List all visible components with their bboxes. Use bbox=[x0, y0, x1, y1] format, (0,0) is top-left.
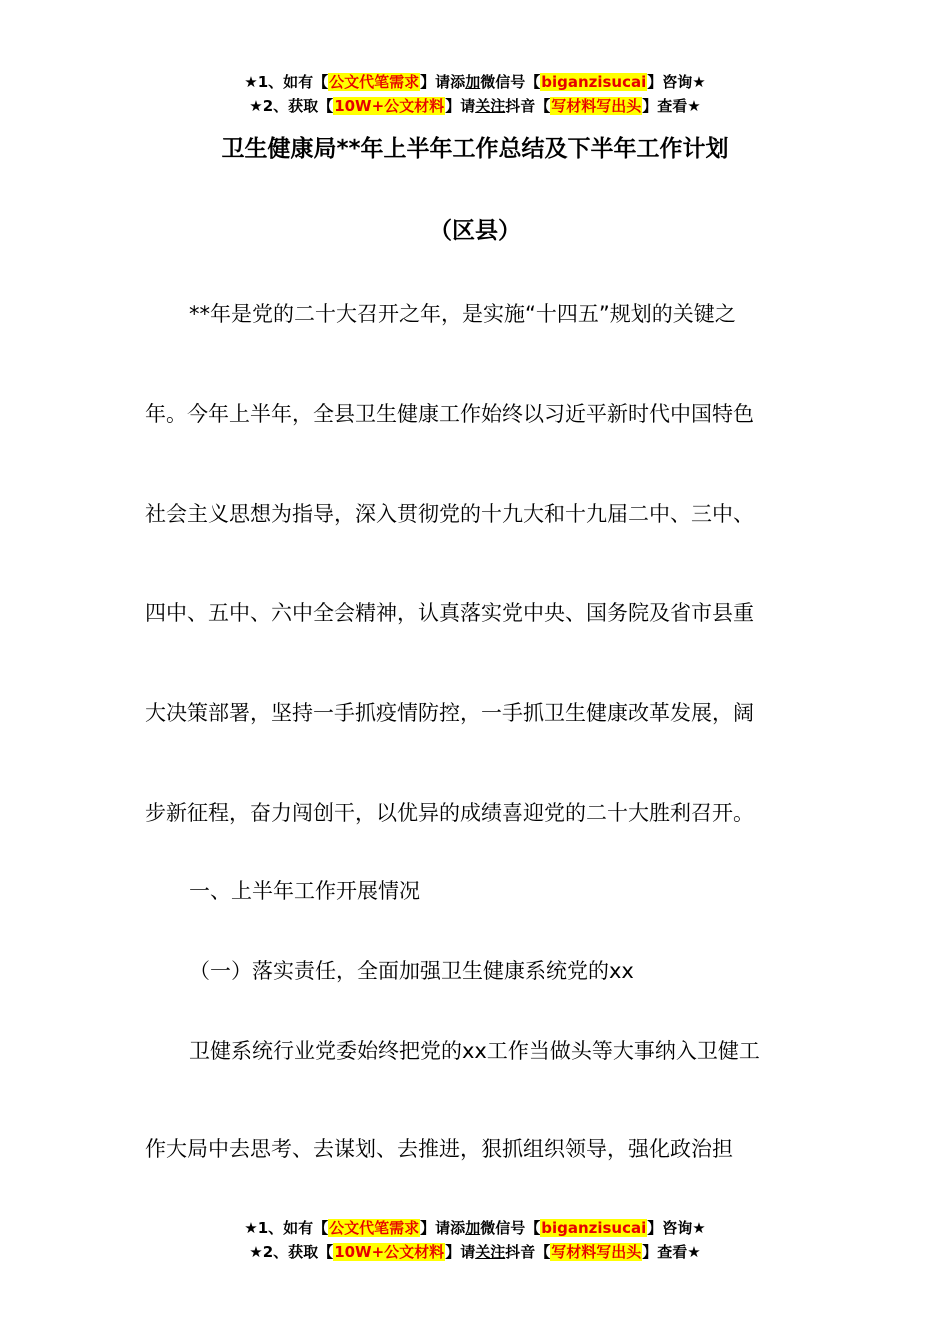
body-line: 四中、五中、六中全会精神，认真落实党中央、国务院及省市县重 bbox=[145, 601, 754, 625]
body-line: 社会主义思想为指导，深入贯彻党的十九大和十九届二中、三中、 bbox=[145, 502, 754, 526]
body-line: 步新征程，奋力闯创干，以优异的成绩喜迎党的二十大胜利召开。 bbox=[145, 801, 754, 825]
body-line: 卫健系统行业党委始终把党的xx工作当做头等大事纳入卫健工 bbox=[189, 1039, 760, 1063]
banner-text: 】请 bbox=[445, 1243, 476, 1261]
section-heading: 一、上半年工作开展情况 bbox=[189, 879, 420, 903]
banner-line-1 bbox=[0, 1216, 950, 1240]
banner-text: 】请 bbox=[445, 97, 476, 115]
banner-text: 】查看★ bbox=[642, 97, 701, 115]
banner-underlined-text: 关注 bbox=[475, 1243, 506, 1261]
header-banner bbox=[0, 70, 950, 118]
highlight-materials: 10W+公文材料 bbox=[334, 1243, 445, 1261]
banner-text: 】请添 bbox=[420, 73, 466, 91]
subsection-heading: （一）落实责任，全面加强卫生健康系统党的xx bbox=[189, 959, 634, 983]
banner-text: ★2、获取【 bbox=[249, 97, 334, 115]
banner-text: ★2、获取【 bbox=[249, 1243, 334, 1261]
banner-text: 】请添 bbox=[420, 1219, 466, 1237]
footer-banner bbox=[0, 1216, 950, 1264]
banner-text: ★1、如有【 bbox=[244, 1219, 329, 1237]
highlight-materials: 10W+公文材料 bbox=[334, 97, 445, 115]
document-title: 卫生健康局**年上半年工作总结及下半年工作计划 bbox=[221, 136, 729, 162]
banner-text: 抖音【 bbox=[505, 97, 551, 115]
banner-line-1 bbox=[0, 70, 950, 94]
banner-text: ★1、如有【 bbox=[244, 73, 329, 91]
banner-underlined-text: 加 bbox=[465, 1219, 481, 1237]
highlight-douyin-id: 写材料写出头 bbox=[551, 97, 642, 115]
banner-underlined-text: 关注 bbox=[475, 97, 506, 115]
body-line: 作大局中去思考、去谋划、去推进，狠抓组织领导，强化政治担 bbox=[145, 1137, 733, 1161]
banner-text: 微信号【 bbox=[480, 1219, 541, 1237]
banner-text: 】查看★ bbox=[642, 1243, 701, 1261]
banner-text: 】咨询★ bbox=[647, 73, 706, 91]
highlight-service: 公文代笔需求 bbox=[329, 1219, 420, 1237]
banner-text: 抖音【 bbox=[505, 1243, 551, 1261]
highlight-douyin-id: 写材料写出头 bbox=[551, 1243, 642, 1261]
highlight-service: 公文代笔需求 bbox=[329, 73, 420, 91]
banner-text: 微信号【 bbox=[480, 73, 541, 91]
body-line: 年。今年上半年，全县卫生健康工作始终以习近平新时代中国特色 bbox=[145, 402, 754, 426]
highlight-wechat-id: biganzisucai bbox=[541, 73, 647, 91]
banner-text: 】咨询★ bbox=[647, 1219, 706, 1237]
highlight-wechat-id: biganzisucai bbox=[541, 1219, 647, 1237]
document-subtitle: （区县） bbox=[429, 218, 521, 244]
banner-underlined-text: 加 bbox=[465, 73, 481, 91]
body-line: 大决策部署，坚持一手抓疫情防控，一手抓卫生健康改革发展，阔 bbox=[145, 701, 754, 725]
body-line: **年是党的二十大召开之年，是实施“十四五”规划的关键之 bbox=[189, 302, 736, 326]
banner-line-2 bbox=[0, 94, 950, 118]
banner-line-2 bbox=[0, 1240, 950, 1264]
